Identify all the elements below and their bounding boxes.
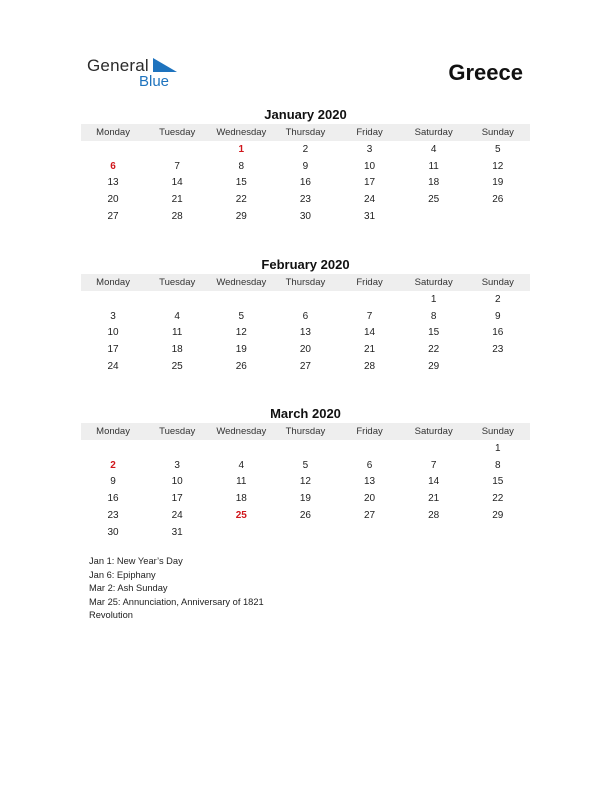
week-row xyxy=(81,474,530,491)
day-cell: 30 xyxy=(299,211,311,223)
day-cell: 10 xyxy=(171,476,183,488)
day-cell: 19 xyxy=(492,177,504,189)
day-cell: 11 xyxy=(428,160,439,172)
weekday-label: Saturday xyxy=(414,277,453,288)
weekday-label: Monday xyxy=(96,127,130,138)
weekday-label: Tuesday xyxy=(159,426,196,437)
week-row xyxy=(81,175,530,192)
day-cell: 25 xyxy=(171,361,183,373)
day-cell: 18 xyxy=(235,493,247,505)
day-cell: 22 xyxy=(235,194,247,206)
month-february xyxy=(81,256,530,375)
day-cell: 3 xyxy=(110,310,116,322)
country-title: Greece xyxy=(448,60,523,85)
day-cell: 25 xyxy=(428,194,440,206)
weekday-label: Wednesday xyxy=(216,277,267,288)
day-cell: 6 xyxy=(110,160,116,172)
weekday-label: Sunday xyxy=(481,277,514,288)
day-cell: 22 xyxy=(428,344,440,356)
weekday-label: Friday xyxy=(356,277,383,288)
holiday-item: Revolution xyxy=(89,610,133,620)
logo-text-general: General xyxy=(87,56,149,75)
day-cell: 2 xyxy=(302,143,309,155)
day-cell: 4 xyxy=(430,143,437,155)
day-cell: 24 xyxy=(107,361,119,373)
day-cell: 18 xyxy=(428,177,440,189)
day-cell: 10 xyxy=(364,160,376,172)
day-cell: 30 xyxy=(107,526,119,538)
day-cell: 6 xyxy=(366,459,373,471)
day-cell: 7 xyxy=(430,459,437,471)
day-cell: 5 xyxy=(495,143,501,155)
holiday-item: Jan 1: New Year’s Day xyxy=(89,556,183,566)
month-title: January 2020 xyxy=(264,107,347,122)
weekday-header xyxy=(81,124,530,141)
day-cell: 31 xyxy=(171,526,183,538)
day-cell: 7 xyxy=(174,160,180,172)
day-cell: 14 xyxy=(364,327,376,339)
day-cell: 14 xyxy=(428,476,440,488)
day-cell: 5 xyxy=(238,310,245,322)
day-cell: 28 xyxy=(364,361,376,373)
day-cell: 8 xyxy=(495,459,501,471)
day-cell: 5 xyxy=(302,459,309,471)
day-cell: 2 xyxy=(110,459,116,471)
day-cell: 15 xyxy=(428,327,440,339)
day-cell: 23 xyxy=(299,194,311,206)
day-cell: 27 xyxy=(364,510,376,522)
day-cell: 24 xyxy=(171,510,183,522)
day-cell: 17 xyxy=(171,493,183,505)
holiday-list xyxy=(89,555,299,623)
holiday-item: Jan 6: Epiphany xyxy=(89,569,156,580)
day-cell: 17 xyxy=(107,344,119,356)
day-cell: 12 xyxy=(492,160,504,172)
day-cell: 23 xyxy=(492,344,504,356)
day-cell: 21 xyxy=(364,344,376,356)
week-row xyxy=(81,191,530,208)
day-cell: 15 xyxy=(492,476,504,488)
day-cell: 31 xyxy=(364,211,376,223)
day-cell: 23 xyxy=(107,510,119,522)
day-cell: 19 xyxy=(235,344,247,356)
month-title: February 2020 xyxy=(261,257,350,272)
week-row xyxy=(81,440,530,457)
day-cell: 8 xyxy=(238,160,245,172)
day-cell: 9 xyxy=(302,160,309,172)
week-row xyxy=(81,308,530,325)
week-row xyxy=(81,507,530,524)
week-row xyxy=(81,158,530,175)
month-march xyxy=(81,405,530,541)
day-cell: 21 xyxy=(428,493,440,505)
weekday-label: Wednesday xyxy=(216,127,267,138)
weekday-label: Thursday xyxy=(285,426,326,437)
day-cell: 21 xyxy=(171,194,183,206)
day-cell: 29 xyxy=(492,510,504,522)
day-cell: 8 xyxy=(430,310,437,322)
weekday-label: Tuesday xyxy=(159,277,196,288)
week-row xyxy=(81,325,530,342)
day-cell: 1 xyxy=(238,143,245,155)
day-cell: 3 xyxy=(174,459,180,471)
day-cell: 16 xyxy=(299,177,311,189)
day-cell: 10 xyxy=(107,327,119,339)
day-cell: 6 xyxy=(302,310,309,322)
day-cell: 4 xyxy=(238,459,245,471)
weekday-header xyxy=(81,423,530,440)
logo-text-blue: Blue xyxy=(139,73,170,90)
day-cell: 4 xyxy=(174,310,180,322)
day-cell: 9 xyxy=(495,310,501,322)
day-cell: 13 xyxy=(107,177,119,189)
week-row xyxy=(81,141,530,158)
logo-triangle-icon xyxy=(153,58,177,72)
day-cell: 14 xyxy=(171,177,183,189)
day-cell: 22 xyxy=(492,493,504,505)
week-row xyxy=(81,291,530,308)
day-cell: 3 xyxy=(366,143,373,155)
day-cell: 1 xyxy=(495,442,501,454)
weekday-header xyxy=(81,274,530,291)
day-cell: 29 xyxy=(428,361,440,373)
day-cell: 13 xyxy=(364,476,376,488)
brand-logo xyxy=(87,56,187,92)
day-cell: 15 xyxy=(235,177,247,189)
day-cell: 28 xyxy=(171,211,183,223)
day-cell: 2 xyxy=(495,293,501,305)
day-cell: 20 xyxy=(364,493,376,505)
day-cell: 25 xyxy=(235,510,247,522)
day-cell: 11 xyxy=(171,327,183,339)
day-cell: 12 xyxy=(235,327,247,339)
day-cell: 24 xyxy=(364,194,376,206)
weekday-label: Thursday xyxy=(285,277,326,288)
week-row xyxy=(81,341,530,358)
week-row xyxy=(81,490,530,507)
week-row xyxy=(81,358,530,375)
day-cell: 16 xyxy=(107,493,119,505)
day-cell: 13 xyxy=(299,327,311,339)
day-cell: 28 xyxy=(428,510,440,522)
day-cell: 20 xyxy=(107,194,119,206)
weekday-label: Thursday xyxy=(285,127,326,138)
day-cell: 17 xyxy=(364,177,376,189)
day-cell: 29 xyxy=(235,211,247,223)
day-cell: 26 xyxy=(299,510,311,522)
day-cell: 26 xyxy=(235,361,247,373)
weekday-label: Monday xyxy=(96,277,130,288)
day-cell: 19 xyxy=(299,493,311,505)
day-cell: 1 xyxy=(430,293,437,305)
day-cell: 27 xyxy=(299,361,311,373)
day-cell: 7 xyxy=(366,310,373,322)
day-cell: 27 xyxy=(107,211,119,223)
weekday-label: Sunday xyxy=(481,127,514,138)
weekday-label: Friday xyxy=(356,127,383,138)
day-cell: 18 xyxy=(171,344,183,356)
day-cell: 12 xyxy=(299,476,311,488)
week-row xyxy=(81,524,530,541)
weekday-label: Wednesday xyxy=(216,426,267,437)
day-cell: 9 xyxy=(110,476,116,488)
weekday-label: Saturday xyxy=(414,127,453,138)
day-cell: 16 xyxy=(492,327,504,339)
week-row xyxy=(81,457,530,474)
weekday-label: Sunday xyxy=(481,426,514,437)
holiday-item: Mar 2: Ash Sunday xyxy=(89,583,168,593)
day-cell: 20 xyxy=(299,344,311,356)
day-cell: 11 xyxy=(236,476,247,488)
weekday-label: Saturday xyxy=(414,426,453,437)
holiday-item: Mar 25: Annunciation, Anniversary of 1821 xyxy=(89,596,264,607)
weekday-label: Friday xyxy=(356,426,383,437)
day-cell: 26 xyxy=(492,194,504,206)
week-row xyxy=(81,208,530,225)
month-january xyxy=(81,106,530,225)
weekday-label: Tuesday xyxy=(159,127,196,138)
month-title: March 2020 xyxy=(270,406,341,421)
weekday-label: Monday xyxy=(96,426,130,437)
